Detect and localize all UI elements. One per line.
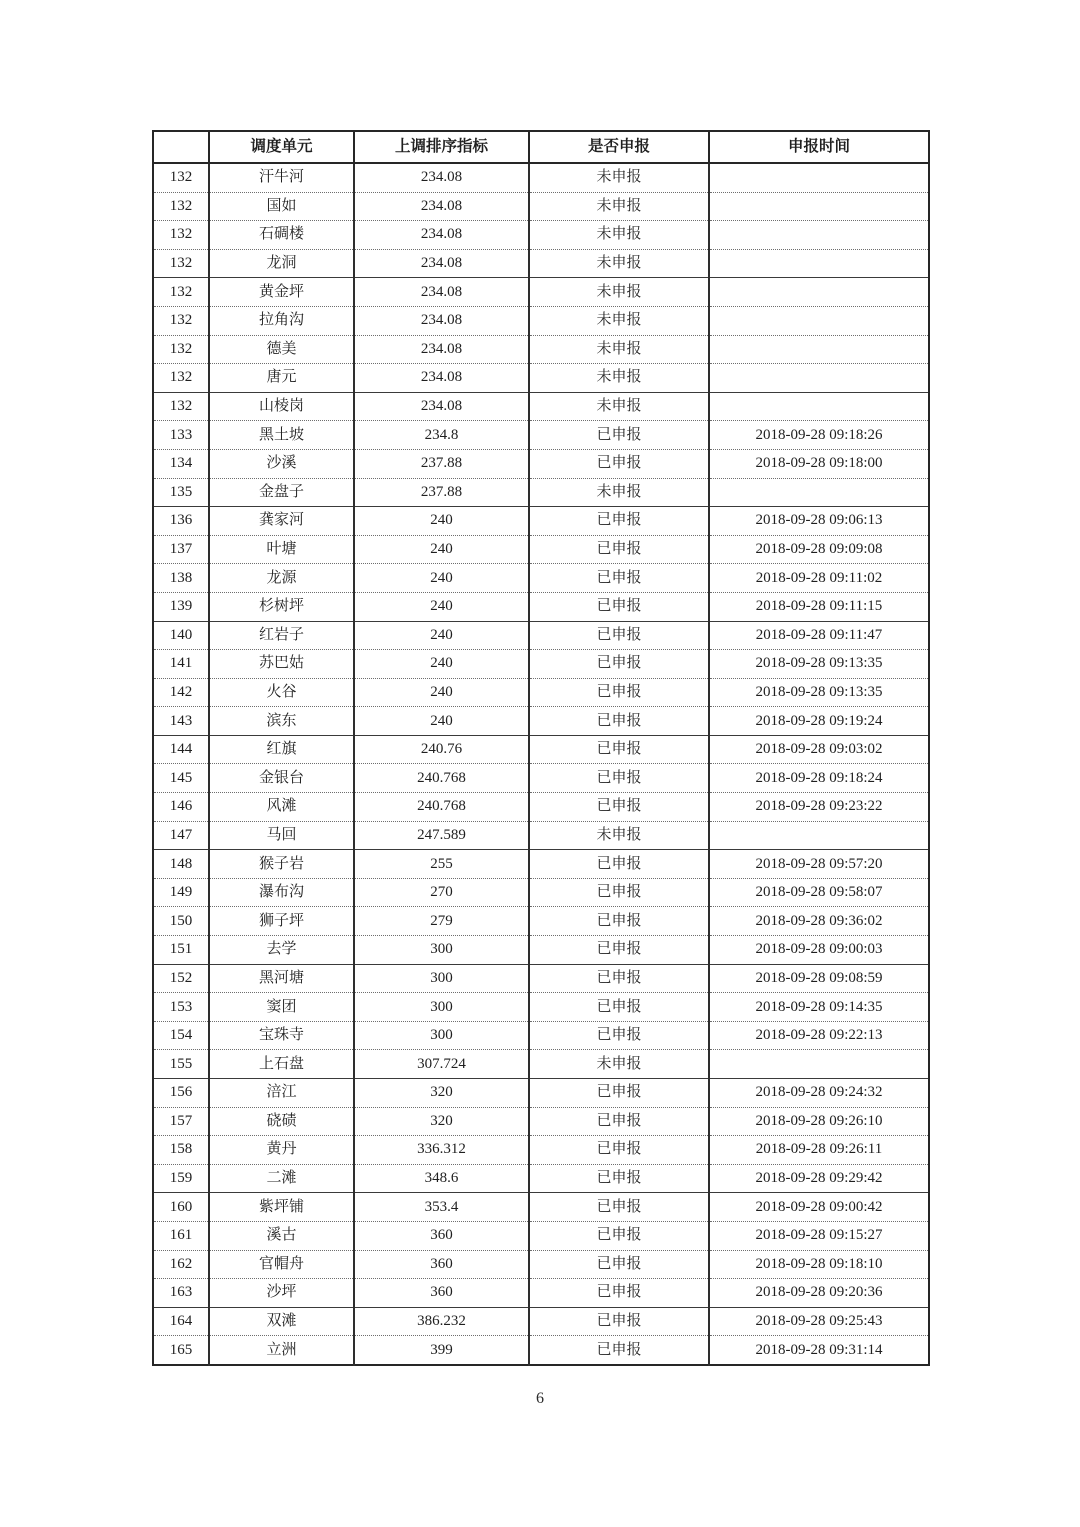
table-row [153,163,929,192]
time-cell: 2018-09-28 09:18:26 [709,421,929,450]
value-cell: 234.08 [354,249,529,278]
table-row [153,1164,929,1193]
rank-cell: 132 [153,306,209,335]
declared-cell: 未申报 [529,163,709,192]
value-cell: 240.768 [354,764,529,793]
table-row [153,1250,929,1279]
declared-cell: 已申报 [529,850,709,879]
table-row [153,535,929,564]
rank-cell: 156 [153,1079,209,1108]
table-row [153,1136,929,1165]
time-cell: 2018-09-28 09:11:15 [709,592,929,621]
table-row [153,278,929,307]
value-cell: 255 [354,850,529,879]
declared-cell: 已申报 [529,535,709,564]
declared-cell: 未申报 [529,306,709,335]
table-row [153,964,929,993]
time-cell [709,392,929,421]
table-row [153,821,929,850]
time-cell [709,278,929,307]
rank-cell: 146 [153,793,209,822]
declaration-table [152,130,930,1366]
declared-cell: 未申报 [529,392,709,421]
rank-cell: 137 [153,535,209,564]
table-row [153,364,929,393]
value-cell: 240 [354,678,529,707]
table-row [153,249,929,278]
value-cell: 360 [354,1221,529,1250]
unit-cell: 国如 [209,192,354,221]
time-cell: 2018-09-28 09:22:13 [709,1021,929,1050]
time-cell [709,364,929,393]
unit-cell: 沙坪 [209,1279,354,1308]
rank-cell: 164 [153,1307,209,1336]
declared-cell: 已申报 [529,764,709,793]
header-dispatch-unit: 调度单元 [209,131,354,163]
unit-cell: 龙源 [209,564,354,593]
declared-cell: 未申报 [529,278,709,307]
value-cell: 237.88 [354,449,529,478]
rank-cell: 148 [153,850,209,879]
unit-cell: 马回 [209,821,354,850]
declared-cell: 未申报 [529,249,709,278]
rank-cell: 153 [153,993,209,1022]
declared-cell: 已申报 [529,1279,709,1308]
unit-cell: 窦团 [209,993,354,1022]
table-row [153,707,929,736]
unit-cell: 风滩 [209,793,354,822]
declared-cell: 已申报 [529,621,709,650]
time-cell: 2018-09-28 09:13:35 [709,678,929,707]
unit-cell: 山棱岗 [209,392,354,421]
declared-cell: 已申报 [529,564,709,593]
unit-cell: 苏巴姑 [209,650,354,679]
time-cell: 2018-09-28 09:06:13 [709,507,929,536]
declared-cell: 已申报 [529,993,709,1022]
value-cell: 270 [354,878,529,907]
declared-cell: 已申报 [529,1164,709,1193]
declared-cell: 未申报 [529,221,709,250]
declared-cell: 已申报 [529,592,709,621]
table-row [153,678,929,707]
time-cell [709,163,929,192]
value-cell: 240 [354,650,529,679]
unit-cell: 溪古 [209,1221,354,1250]
rank-cell: 157 [153,1107,209,1136]
rank-cell: 132 [153,221,209,250]
unit-cell: 德美 [209,335,354,364]
rank-cell: 151 [153,936,209,965]
rank-cell: 142 [153,678,209,707]
table-row [153,421,929,450]
unit-cell: 黄金坪 [209,278,354,307]
value-cell: 320 [354,1079,529,1108]
rank-cell: 150 [153,907,209,936]
time-cell: 2018-09-28 09:14:35 [709,993,929,1022]
time-cell: 2018-09-28 09:26:10 [709,1107,929,1136]
rank-cell: 162 [153,1250,209,1279]
value-cell: 386.232 [354,1307,529,1336]
time-cell [709,249,929,278]
time-cell: 2018-09-28 09:29:42 [709,1164,929,1193]
time-cell: 2018-09-28 09:00:42 [709,1193,929,1222]
declared-cell: 未申报 [529,364,709,393]
table-row [153,392,929,421]
unit-cell: 石碉楼 [209,221,354,250]
table-row [153,1193,929,1222]
value-cell: 300 [354,1021,529,1050]
header-rank [153,131,209,163]
unit-cell: 涪江 [209,1079,354,1108]
value-cell: 360 [354,1250,529,1279]
rank-cell: 144 [153,735,209,764]
declared-cell: 已申报 [529,1107,709,1136]
table-row [153,993,929,1022]
rank-cell: 133 [153,421,209,450]
declared-cell: 已申报 [529,707,709,736]
unit-cell: 黄丹 [209,1136,354,1165]
rank-cell: 165 [153,1336,209,1365]
table-row [153,1079,929,1108]
declared-cell: 未申报 [529,478,709,507]
rank-cell: 132 [153,335,209,364]
table-row [153,793,929,822]
table-row [153,478,929,507]
time-cell: 2018-09-28 09:58:07 [709,878,929,907]
value-cell: 399 [354,1336,529,1365]
rank-cell: 136 [153,507,209,536]
rank-cell: 132 [153,192,209,221]
time-cell: 2018-09-28 09:18:10 [709,1250,929,1279]
table-row [153,621,929,650]
time-cell: 2018-09-28 09:19:24 [709,707,929,736]
table-row [153,221,929,250]
value-cell: 336.312 [354,1136,529,1165]
unit-cell: 黑土坡 [209,421,354,450]
declared-cell: 已申报 [529,650,709,679]
header-declared-or-not: 是否申报 [529,131,709,163]
time-cell: 2018-09-28 09:36:02 [709,907,929,936]
unit-cell: 龚家河 [209,507,354,536]
rank-cell: 132 [153,249,209,278]
table-row [153,306,929,335]
unit-cell: 滨东 [209,707,354,736]
rank-cell: 149 [153,878,209,907]
rank-cell: 154 [153,1021,209,1050]
declared-cell: 已申报 [529,1250,709,1279]
rank-cell: 158 [153,1136,209,1165]
value-cell: 240 [354,535,529,564]
table-row [153,1279,929,1308]
value-cell: 360 [354,1279,529,1308]
time-cell: 2018-09-28 09:57:20 [709,850,929,879]
value-cell: 234.8 [354,421,529,450]
table-row [153,1107,929,1136]
declared-cell: 已申报 [529,449,709,478]
time-cell: 2018-09-28 09:13:35 [709,650,929,679]
rank-cell: 141 [153,650,209,679]
time-cell: 2018-09-28 09:03:02 [709,735,929,764]
table-row [153,449,929,478]
table-row [153,907,929,936]
unit-cell: 红岩子 [209,621,354,650]
table-row [153,1307,929,1336]
value-cell: 307.724 [354,1050,529,1079]
value-cell: 240 [354,507,529,536]
rank-cell: 132 [153,163,209,192]
value-cell: 234.08 [354,306,529,335]
value-cell: 234.08 [354,278,529,307]
time-cell: 2018-09-28 09:15:27 [709,1221,929,1250]
unit-cell: 杉树坪 [209,592,354,621]
rank-cell: 155 [153,1050,209,1079]
declared-cell: 未申报 [529,192,709,221]
unit-cell: 宝珠寺 [209,1021,354,1050]
unit-cell: 立洲 [209,1336,354,1365]
value-cell: 240 [354,707,529,736]
time-cell: 2018-09-28 09:24:32 [709,1079,929,1108]
declared-cell: 已申报 [529,421,709,450]
unit-cell: 二滩 [209,1164,354,1193]
unit-cell: 黑河塘 [209,964,354,993]
time-cell [709,821,929,850]
declared-cell: 未申报 [529,335,709,364]
declared-cell: 已申报 [529,964,709,993]
unit-cell: 龙洞 [209,249,354,278]
header-declaration-time: 申报时间 [709,131,929,163]
time-cell: 2018-09-28 09:08:59 [709,964,929,993]
unit-cell: 瀑布沟 [209,878,354,907]
table-row [153,936,929,965]
rank-cell: 132 [153,364,209,393]
time-cell [709,306,929,335]
declared-cell: 未申报 [529,1050,709,1079]
value-cell: 234.08 [354,335,529,364]
declared-cell: 已申报 [529,1193,709,1222]
unit-cell: 上石盘 [209,1050,354,1079]
declared-cell: 已申报 [529,1221,709,1250]
unit-cell: 双滩 [209,1307,354,1336]
value-cell: 240 [354,621,529,650]
value-cell: 348.6 [354,1164,529,1193]
value-cell: 353.4 [354,1193,529,1222]
declared-cell: 已申报 [529,793,709,822]
table-row [153,1221,929,1250]
rank-cell: 139 [153,592,209,621]
rank-cell: 159 [153,1164,209,1193]
table-row [153,592,929,621]
unit-cell: 硗碛 [209,1107,354,1136]
rank-cell: 132 [153,278,209,307]
rank-cell: 138 [153,564,209,593]
rank-cell: 132 [153,392,209,421]
rank-cell: 134 [153,449,209,478]
value-cell: 237.88 [354,478,529,507]
unit-cell: 官帽舟 [209,1250,354,1279]
unit-cell: 汗牛河 [209,163,354,192]
time-cell: 2018-09-28 09:11:02 [709,564,929,593]
header-up-ranking-index: 上调排序指标 [354,131,529,163]
unit-cell: 狮子坪 [209,907,354,936]
value-cell: 300 [354,936,529,965]
time-cell: 2018-09-28 09:18:24 [709,764,929,793]
unit-cell: 沙溪 [209,449,354,478]
value-cell: 300 [354,964,529,993]
rank-cell: 145 [153,764,209,793]
time-cell [709,478,929,507]
unit-cell: 紫坪铺 [209,1193,354,1222]
declared-cell: 已申报 [529,878,709,907]
value-cell: 234.08 [354,364,529,393]
table-row [153,878,929,907]
rank-cell: 135 [153,478,209,507]
rank-cell: 160 [153,1193,209,1222]
table-row [153,335,929,364]
table-row [153,735,929,764]
page-number: 6 [536,1390,544,1407]
rank-cell: 143 [153,707,209,736]
time-cell: 2018-09-28 09:18:00 [709,449,929,478]
rank-cell: 152 [153,964,209,993]
declared-cell: 已申报 [529,1336,709,1365]
time-cell: 2018-09-28 09:00:03 [709,936,929,965]
value-cell: 234.08 [354,392,529,421]
declared-cell: 已申报 [529,1136,709,1165]
table-row [153,564,929,593]
unit-cell: 红旗 [209,735,354,764]
rank-cell: 147 [153,821,209,850]
unit-cell: 唐元 [209,364,354,393]
table-row [153,1336,929,1365]
table-row [153,192,929,221]
rank-cell: 161 [153,1221,209,1250]
unit-cell: 火谷 [209,678,354,707]
time-cell: 2018-09-28 09:26:11 [709,1136,929,1165]
value-cell: 234.08 [354,192,529,221]
time-cell: 2018-09-28 09:31:14 [709,1336,929,1365]
declared-cell: 未申报 [529,821,709,850]
value-cell: 240.76 [354,735,529,764]
time-cell: 2018-09-28 09:11:47 [709,621,929,650]
unit-cell: 金盘子 [209,478,354,507]
time-cell [709,1050,929,1079]
time-cell: 2018-09-28 09:09:08 [709,535,929,564]
declared-cell: 已申报 [529,507,709,536]
table-row [153,1021,929,1050]
time-cell: 2018-09-28 09:23:22 [709,793,929,822]
unit-cell: 金银台 [209,764,354,793]
declared-cell: 已申报 [529,1307,709,1336]
time-cell [709,221,929,250]
value-cell: 247.589 [354,821,529,850]
declared-cell: 已申报 [529,678,709,707]
unit-cell: 去学 [209,936,354,965]
value-cell: 234.08 [354,221,529,250]
declared-cell: 已申报 [529,907,709,936]
table-row [153,1050,929,1079]
time-cell [709,192,929,221]
value-cell: 240 [354,564,529,593]
unit-cell: 拉角沟 [209,306,354,335]
declared-cell: 已申报 [529,936,709,965]
declared-cell: 已申报 [529,1079,709,1108]
rank-cell: 140 [153,621,209,650]
value-cell: 240.768 [354,793,529,822]
time-cell: 2018-09-28 09:20:36 [709,1279,929,1308]
value-cell: 234.08 [354,163,529,192]
table-row [153,850,929,879]
value-cell: 300 [354,993,529,1022]
rank-cell: 163 [153,1279,209,1308]
unit-cell: 猴子岩 [209,850,354,879]
value-cell: 240 [354,592,529,621]
table-row [153,764,929,793]
value-cell: 279 [354,907,529,936]
unit-cell: 叶塘 [209,535,354,564]
table-row [153,507,929,536]
table-header-row [153,131,929,163]
time-cell [709,335,929,364]
time-cell: 2018-09-28 09:25:43 [709,1307,929,1336]
declared-cell: 已申报 [529,1021,709,1050]
table-row [153,650,929,679]
value-cell: 320 [354,1107,529,1136]
declared-cell: 已申报 [529,735,709,764]
